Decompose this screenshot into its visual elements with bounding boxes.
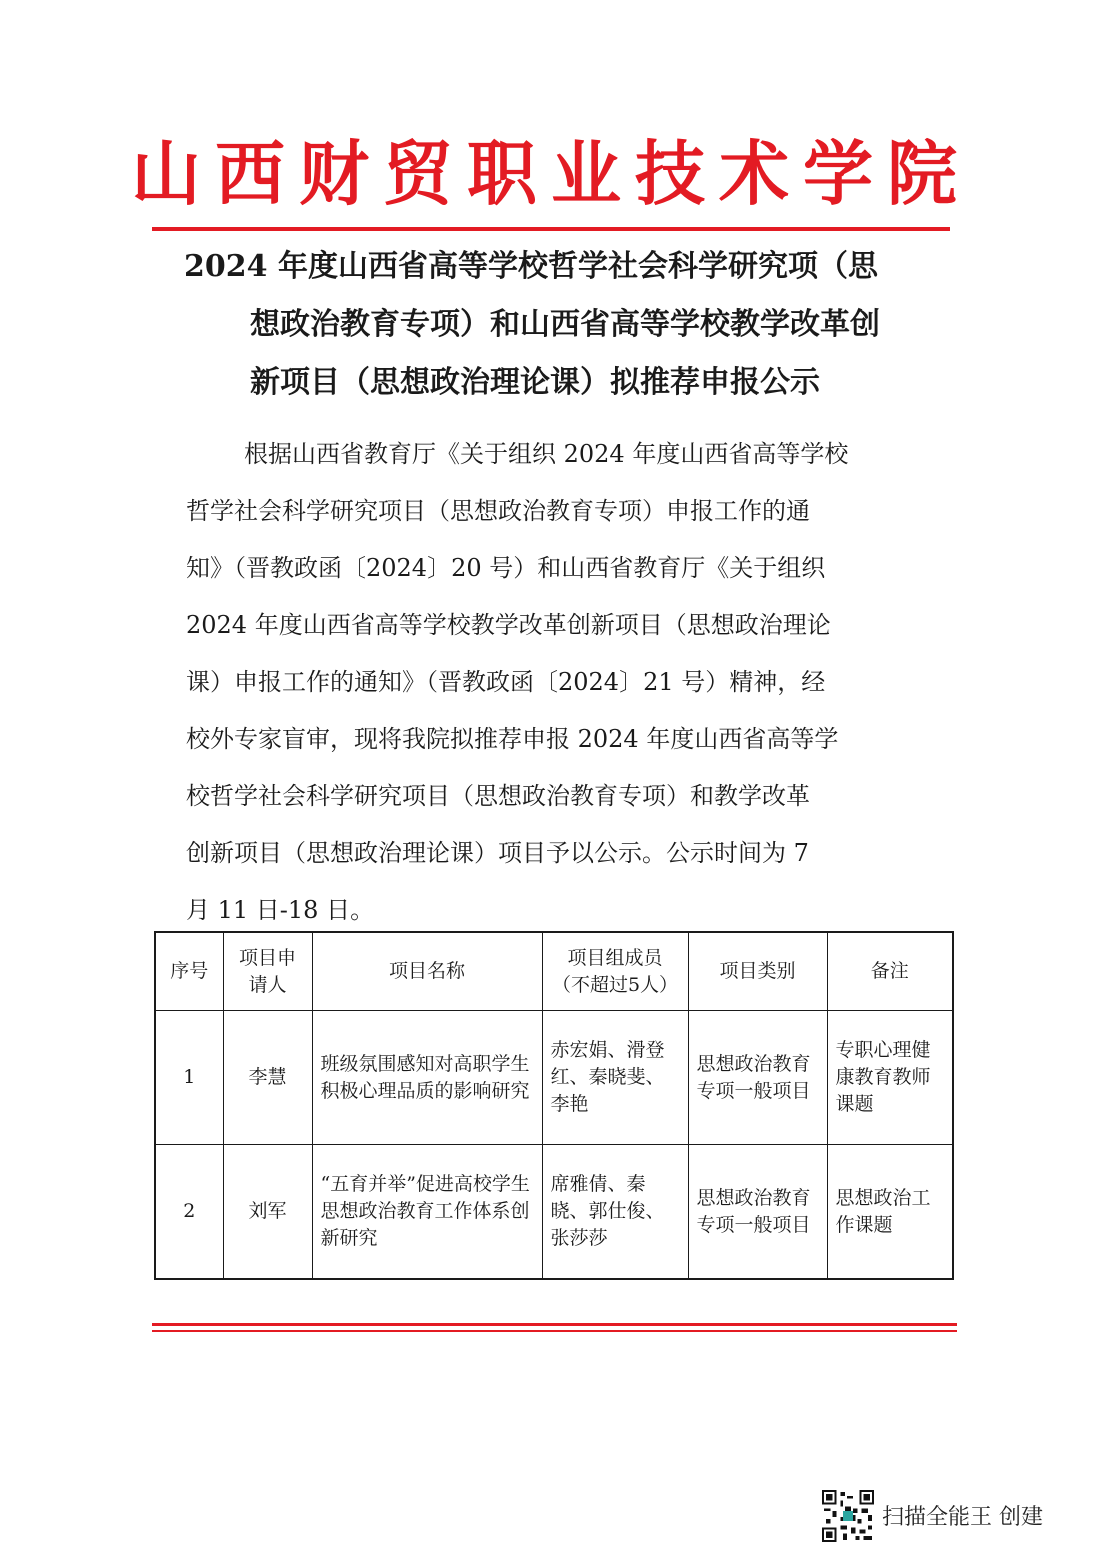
document-title bbox=[180, 238, 930, 412]
body-line: 创新项目（思想政治理论课）项目予以公示。公示时间为 7 bbox=[186, 839, 809, 867]
cell-project-name: 班级氛围感知对高职学生积极心理品质的影响研究 bbox=[312, 1011, 542, 1145]
cell-category: 思想政治教育专项一般项目 bbox=[688, 1011, 827, 1145]
body-line: 2024 年度山西省高等学校教学改革创新项目（思想政治理论 bbox=[186, 611, 831, 639]
cell-applicant: 李慧 bbox=[223, 1011, 312, 1145]
table-row bbox=[155, 1011, 953, 1145]
project-table bbox=[154, 931, 954, 1280]
header-category: 项目类别 bbox=[688, 932, 827, 1011]
institution-header: 山西财贸职业技术学院 bbox=[131, 131, 971, 215]
cell-category: 思想政治教育专项一般项目 bbox=[688, 1145, 827, 1280]
body-line: 哲学社会科学研究项目（思想政治教育专项）申报工作的通 bbox=[186, 497, 810, 525]
cell-members: 赤宏娟、滑登红、秦晓斐、李艳 bbox=[542, 1011, 688, 1145]
header-seq: 序号 bbox=[155, 932, 223, 1011]
cell-remarks: 思想政治工作课题 bbox=[827, 1145, 953, 1280]
title-line-3: 新项目（思想政治理论课）拟推荐申报公示 bbox=[250, 365, 820, 400]
cell-project-name: “五育并举”促进高校学生思想政治教育工作体系创新研究 bbox=[312, 1145, 542, 1280]
header-remarks: 备注 bbox=[827, 932, 953, 1011]
footer-red-rule bbox=[152, 1323, 957, 1326]
qr-code-icon bbox=[822, 1490, 874, 1542]
table-header-row bbox=[155, 932, 953, 1011]
cell-remarks: 专职心理健康教育教师课题 bbox=[827, 1011, 953, 1145]
footer-red-rule bbox=[152, 1330, 957, 1332]
body-line: 月 11 日-18 日。 bbox=[186, 896, 375, 924]
table-row bbox=[155, 1145, 953, 1280]
header-members: 项目组成员（不超过5人） bbox=[542, 932, 688, 1011]
body-line: 根据山西省教育厅《关于组织 2024 年度山西省高等学校 bbox=[244, 440, 849, 468]
cell-applicant: 刘军 bbox=[223, 1145, 312, 1280]
header-red-rule bbox=[152, 227, 950, 231]
body-line: 校外专家盲审，现将我院拟推荐申报 2024 年度山西省高等学 bbox=[186, 725, 839, 753]
title-line-1: 2024 年度山西省高等学校哲学社会科学研究项（思 bbox=[184, 249, 878, 284]
cell-seq: 1 bbox=[155, 1011, 223, 1145]
body-line: 课）申报工作的通知》（晋教政函〔2024〕21 号）精神，经 bbox=[186, 668, 826, 696]
header-project-name: 项目名称 bbox=[312, 932, 542, 1011]
scanner-watermark-label: 扫描全能王 创建 bbox=[882, 1505, 1043, 1530]
header-applicant: 项目申请人 bbox=[223, 932, 312, 1011]
body-paragraph bbox=[186, 426, 926, 939]
cell-seq: 2 bbox=[155, 1145, 223, 1280]
body-line: 知》（晋教政函〔2024〕20 号）和山西省教育厅《关于组织 bbox=[186, 554, 826, 582]
body-line: 校哲学社会科学研究项目（思想政治教育专项）和教学改革 bbox=[186, 782, 810, 810]
cell-members: 席雅倩、秦晓、郭仕俊、张莎莎 bbox=[542, 1145, 688, 1280]
title-line-2: 想政治教育专项）和山西省高等学校教学改革创 bbox=[250, 307, 880, 342]
